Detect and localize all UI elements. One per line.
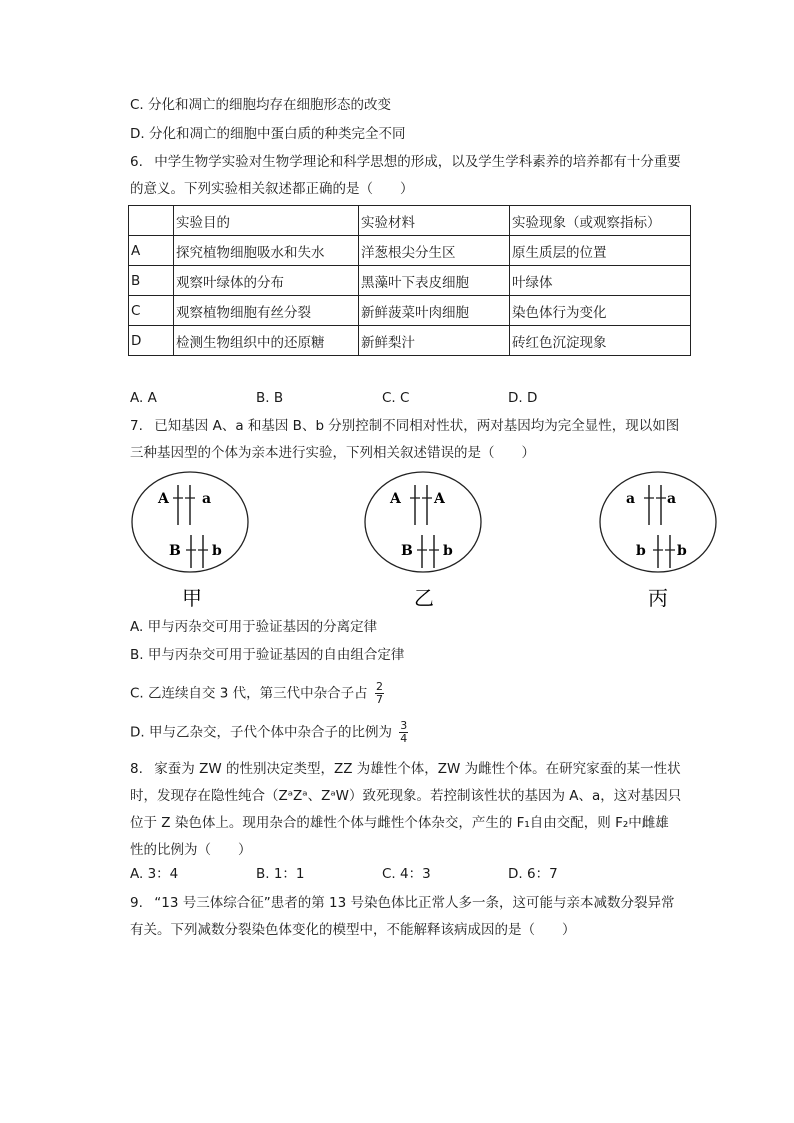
- genotype-cells-figure: [120, 470, 740, 620]
- allele-label: B: [169, 543, 181, 559]
- question-6-line-1: [130, 152, 681, 172]
- table-cell: 检测生物组织中的还原糖: [174, 326, 359, 356]
- question-9-text: “13 号三体综合征”患者的第 13 号染色体比正常人多一条，这可能与亲本减数分裂异常: [154, 895, 675, 911]
- question-6-options: [130, 388, 690, 408]
- allele-label: a: [667, 491, 677, 507]
- experiment-table: [128, 205, 691, 356]
- cell-name: 乙: [414, 586, 434, 610]
- table-cell: A: [129, 236, 174, 266]
- allele-label: B: [401, 543, 413, 559]
- option-7b[interactable]: B. 甲与丙杂交可用于验证基因的自由组合定律: [130, 647, 405, 663]
- allele-label: A: [434, 491, 445, 507]
- table-row: [129, 296, 691, 326]
- question-8-line-4: 性的比例为（ ）: [130, 842, 252, 858]
- option-8c[interactable]: C. 4：3: [382, 866, 431, 882]
- option-6a[interactable]: A. A: [130, 390, 157, 406]
- cell-bing: [600, 472, 716, 610]
- option-7c-text: C. 乙连续自交 3 代，第三代中杂合子占: [130, 685, 368, 702]
- allele-label: A: [158, 491, 169, 507]
- table-cell: B: [129, 266, 174, 296]
- option-8a[interactable]: A. 3：4: [130, 866, 179, 882]
- allele-label: b: [212, 543, 222, 559]
- question-8-line-2: 时，发现存在隐性纯合（ZᵃZᵃ、ZᵃW）致死现象。若控制该性状的基因为 A、a，这对基因只: [130, 788, 682, 804]
- question-9-line-1: [130, 893, 675, 913]
- table-cell: 观察叶绿体的分布: [174, 266, 359, 296]
- table-cell: 黑藻叶下表皮细胞: [359, 266, 510, 296]
- table-row: [129, 236, 691, 266]
- table-cell: 观察植物细胞有丝分裂: [174, 296, 359, 326]
- question-6-number: 6.: [130, 154, 143, 170]
- table-cell: 新鲜梨汁: [359, 326, 510, 356]
- fraction: [375, 681, 384, 706]
- allele-label: b: [677, 543, 687, 559]
- fraction-numerator: 3: [400, 719, 408, 732]
- table-cell: C: [129, 296, 174, 326]
- table-header-cell: [129, 206, 174, 236]
- question-8-number: 8.: [130, 761, 143, 777]
- table-cell: 探究植物细胞吸水和失水: [174, 236, 359, 266]
- table-header-cell: 实验目的: [174, 206, 359, 236]
- question-8-line-3: 位于 Z 染色体上。现用杂合的雄性个体与雌性个体杂交，产生的 F₁自由交配，则 F₂中雌雄: [130, 815, 669, 831]
- cell-name: 甲: [182, 586, 202, 610]
- cell-jia: [132, 472, 248, 610]
- option-8b[interactable]: B. 1：1: [256, 866, 305, 882]
- allele-label: a: [202, 491, 212, 507]
- option-6b[interactable]: B. B: [256, 390, 284, 406]
- question-6-text: 中学生物学实验对生物学理论和科学思想的形成，以及学生学科素养的培养都有十分重要: [154, 154, 681, 170]
- fraction-denominator: 7: [375, 693, 383, 706]
- option-5d: D. 分化和凋亡的细胞中蛋白质的种类完全不同: [130, 126, 406, 142]
- question-6-line-2: 的意义。下列实验相关叙述都正确的是（ ）: [130, 181, 414, 197]
- question-8-line-1: [130, 759, 681, 779]
- table-cell: 砖红色沉淀现象: [510, 326, 691, 356]
- option-7c[interactable]: [130, 681, 384, 706]
- allele-label: b: [443, 543, 453, 559]
- option-7a[interactable]: A. 甲与丙杂交可用于验证基因的分离定律: [130, 619, 378, 635]
- option-6d[interactable]: D. D: [508, 390, 538, 406]
- question-7-line-1: [130, 416, 679, 436]
- cell-name: 丙: [648, 586, 668, 610]
- cell-yi: [365, 472, 481, 610]
- table-cell: 原生质层的位置: [510, 236, 691, 266]
- fraction-numerator: 2: [375, 680, 383, 693]
- option-7d-text: D. 甲与乙杂交，子代个体中杂合子的比例为: [130, 724, 392, 741]
- table-header-row: [129, 206, 691, 236]
- table-cell: 新鲜菠菜叶肉细胞: [359, 296, 510, 326]
- question-7-line-2: 三种基因型的个体为亲本进行实验，下列相关叙述错误的是（ ）: [130, 445, 535, 461]
- question-8-options: [130, 864, 690, 884]
- fraction-denominator: 4: [400, 732, 408, 745]
- fraction: [399, 720, 408, 745]
- question-7-number: 7.: [130, 418, 143, 434]
- table-cell: 叶绿体: [510, 266, 691, 296]
- table-row: [129, 326, 691, 356]
- table-header-cell: 实验材料: [359, 206, 510, 236]
- question-7-text: 已知基因 A、a 和基因 B、b 分别控制不同相对性状，两对基因均为完全显性，现以如图: [154, 418, 680, 434]
- question-8-text: 家蚕为 ZW 的性别决定类型，ZZ 为雄性个体，ZW 为雌性个体。在研究家蚕的某一性状: [154, 761, 681, 777]
- option-6c[interactable]: C. C: [382, 390, 410, 406]
- allele-label: b: [636, 543, 646, 559]
- table-cell: 洋葱根尖分生区: [359, 236, 510, 266]
- question-9-line-2: 有关。下列减数分裂染色体变化的模型中，不能解释该病成因的是（ ）: [130, 922, 576, 938]
- table-row: [129, 266, 691, 296]
- allele-label: a: [626, 491, 636, 507]
- option-7d[interactable]: [130, 720, 408, 745]
- question-9-number: 9.: [130, 895, 143, 911]
- table-cell: 染色体行为变化: [510, 296, 691, 326]
- option-8d[interactable]: D. 6：7: [508, 866, 558, 882]
- option-5c: C. 分化和凋亡的细胞均存在细胞形态的改变: [130, 97, 392, 113]
- allele-label: A: [390, 491, 401, 507]
- table-cell: D: [129, 326, 174, 356]
- table-header-cell: 实验现象（或观察指标）: [510, 206, 691, 236]
